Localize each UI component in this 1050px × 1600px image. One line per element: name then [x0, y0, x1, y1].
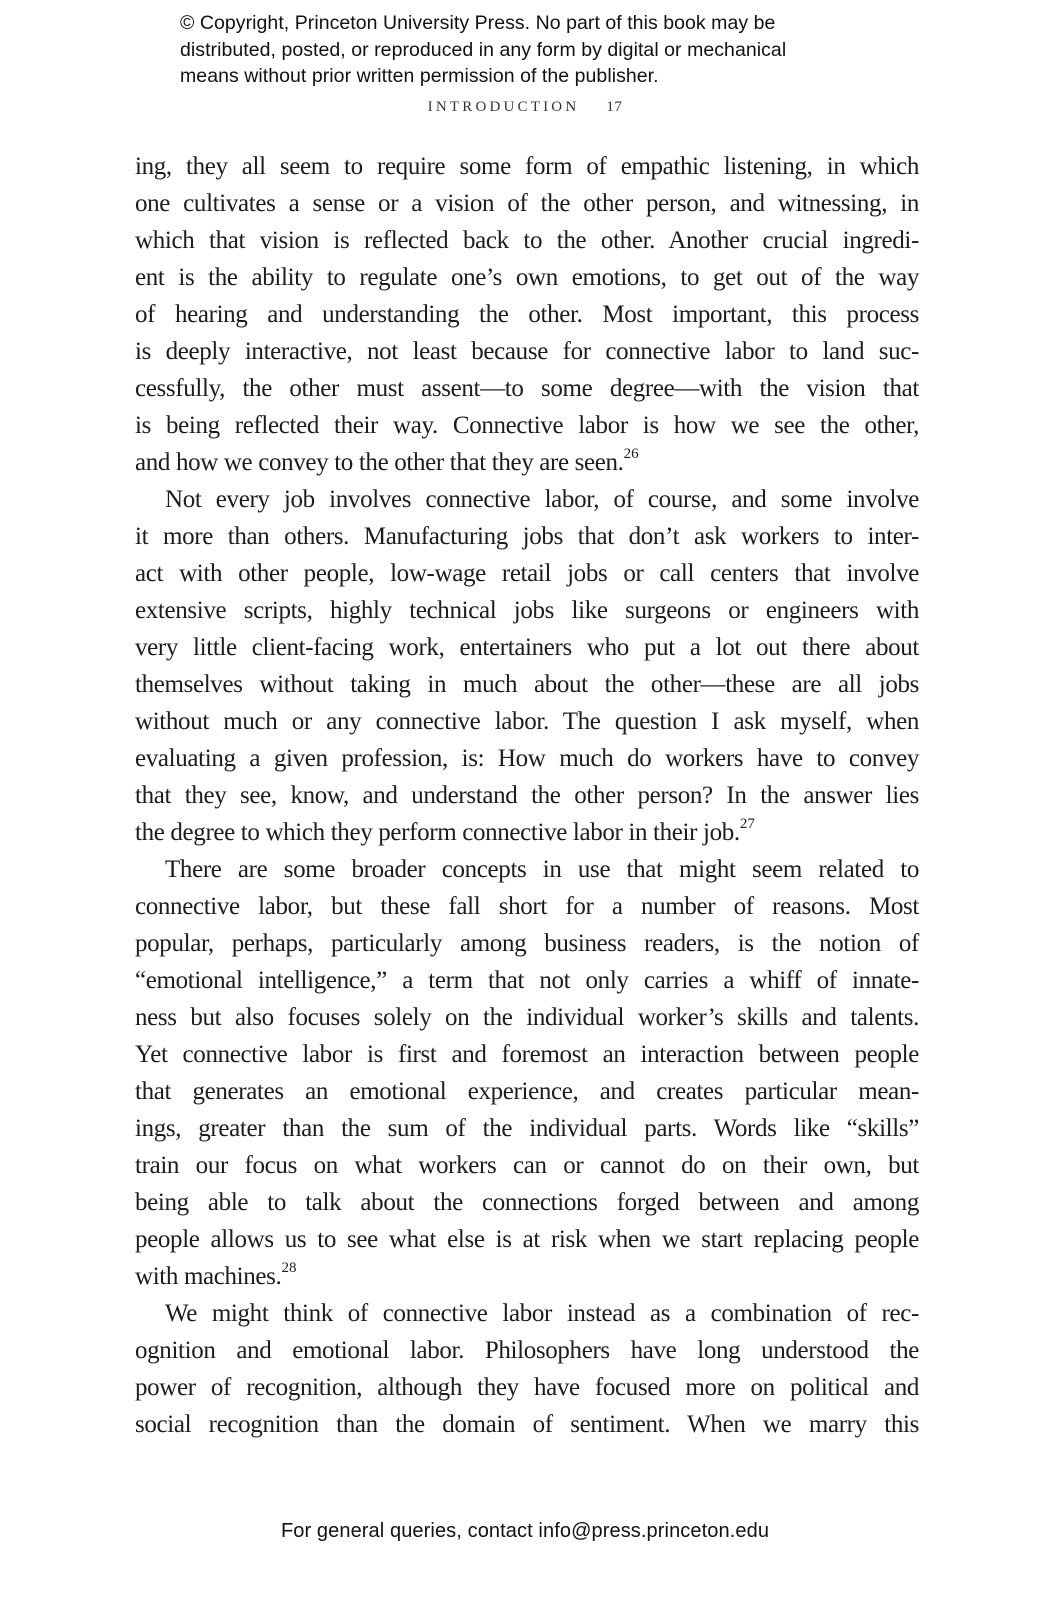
text-line: act with other people, low-wage retail jobs or call centers that involve — [135, 560, 919, 587]
text-line — [135, 444, 919, 481]
text-line: ognition and emotional labor. Philosophers have long understood the — [135, 1337, 919, 1364]
text-line: ent is the ability to regulate one’s own emotions, to get out of the way — [135, 264, 919, 291]
text-line: cessfully, the other must assent—to some degree—with the vision that — [135, 375, 919, 402]
copyright-notice — [180, 10, 880, 90]
text-line: ness but also focuses solely on the individual worker’s skills and talents. — [135, 1004, 919, 1031]
copyright-line: © Copyright, Princeton University Press. No part of this book may be — [180, 12, 776, 34]
text-line: without much or any connective labor. The question I ask myself, when — [135, 708, 919, 735]
text-line: one cultivates a sense or a vision of the other person, and witnessing, in — [135, 190, 919, 217]
text-line: “emotional intelligence,” a term that not only carries a whiff of innate- — [135, 967, 919, 994]
text-line: people allows us to see what else is at risk when we start replacing people — [135, 1226, 919, 1253]
text-line: that they see, know, and understand the other person? In the answer lies — [135, 782, 919, 809]
paragraph — [135, 481, 919, 851]
text-line: popular, perhaps, particularly among business readers, is the notion of — [135, 930, 919, 957]
text-line: which that vision is reflected back to the other. Another crucial ingredi- — [135, 227, 919, 254]
text-line: train our focus on what workers can or cannot do on their own, but — [135, 1152, 919, 1179]
text-line — [135, 1258, 919, 1295]
text-line: of hearing and understanding the other. Most important, this process — [135, 301, 919, 328]
footnote-marker[interactable]: 26 — [623, 445, 639, 462]
footnote-marker[interactable]: 28 — [281, 1259, 297, 1276]
text-line: themselves without taking in much about the other—these are all jobs — [135, 671, 919, 698]
text-line: power of recognition, although they have focused more on political and — [135, 1374, 919, 1401]
text-line: There are some broader concepts in use that might seem related to — [165, 856, 919, 883]
footer-text: For general queries, contact info@press.princeton.edu — [280, 1520, 770, 1542]
text-line: is being reflected their way. Connective labor is how we see the other, — [135, 412, 919, 439]
text-line: is deeply interactive, not least because for connective labor to land suc- — [135, 338, 919, 365]
text-line: evaluating a given profession, is: How much do workers have to convey — [135, 745, 919, 772]
text-line: extensive scripts, highly technical jobs like surgeons or engineers with — [135, 597, 919, 624]
text-line: ings, greater than the sum of the individual parts. Words like “skills” — [135, 1115, 919, 1142]
footer-contact — [0, 1520, 1050, 1543]
footnote-marker[interactable]: 27 — [739, 815, 755, 832]
text-line: that generates an emotional experience, and creates particular mean- — [135, 1078, 919, 1105]
text-line: We might think of connective labor instead as a combination of rec- — [165, 1300, 919, 1327]
text-line-content: with machines. — [135, 1263, 282, 1290]
text-line: Yet connective labor is first and foremost an interaction between people — [135, 1041, 919, 1068]
text-line: connective labor, but these fall short for a number of reasons. Most — [135, 893, 919, 920]
paragraph — [135, 1295, 919, 1443]
copyright-line: means without prior written permission of the publisher. — [180, 65, 659, 87]
text-line-content: and how we convey to the other that they are seen. — [135, 449, 624, 476]
text-line: ing, they all seem to require some form of empathic listening, in which — [135, 153, 919, 180]
copyright-line: distributed, posted, or reproduced in any form by digital or mechanical — [180, 38, 787, 61]
text-line-content: the degree to which they perform connective labor in their job. — [135, 819, 740, 846]
paragraph — [135, 148, 919, 481]
body-text — [135, 148, 919, 1443]
page-number: 17 — [606, 99, 623, 115]
paragraph — [135, 851, 919, 1295]
text-line: it more than others. Manufacturing jobs that don’t ask workers to inter- — [135, 523, 919, 550]
running-head — [0, 99, 1050, 116]
running-head-section: INTRODUCTION — [427, 99, 580, 115]
text-line: social recognition than the domain of sentiment. When we marry this — [135, 1411, 919, 1438]
text-line: very little client-facing work, entertainers who put a lot out there about — [135, 634, 919, 661]
text-line: Not every job involves connective labor, of course, and some involve — [165, 486, 919, 513]
text-line: being able to talk about the connections forged between and among — [135, 1189, 919, 1216]
text-line — [135, 814, 919, 851]
